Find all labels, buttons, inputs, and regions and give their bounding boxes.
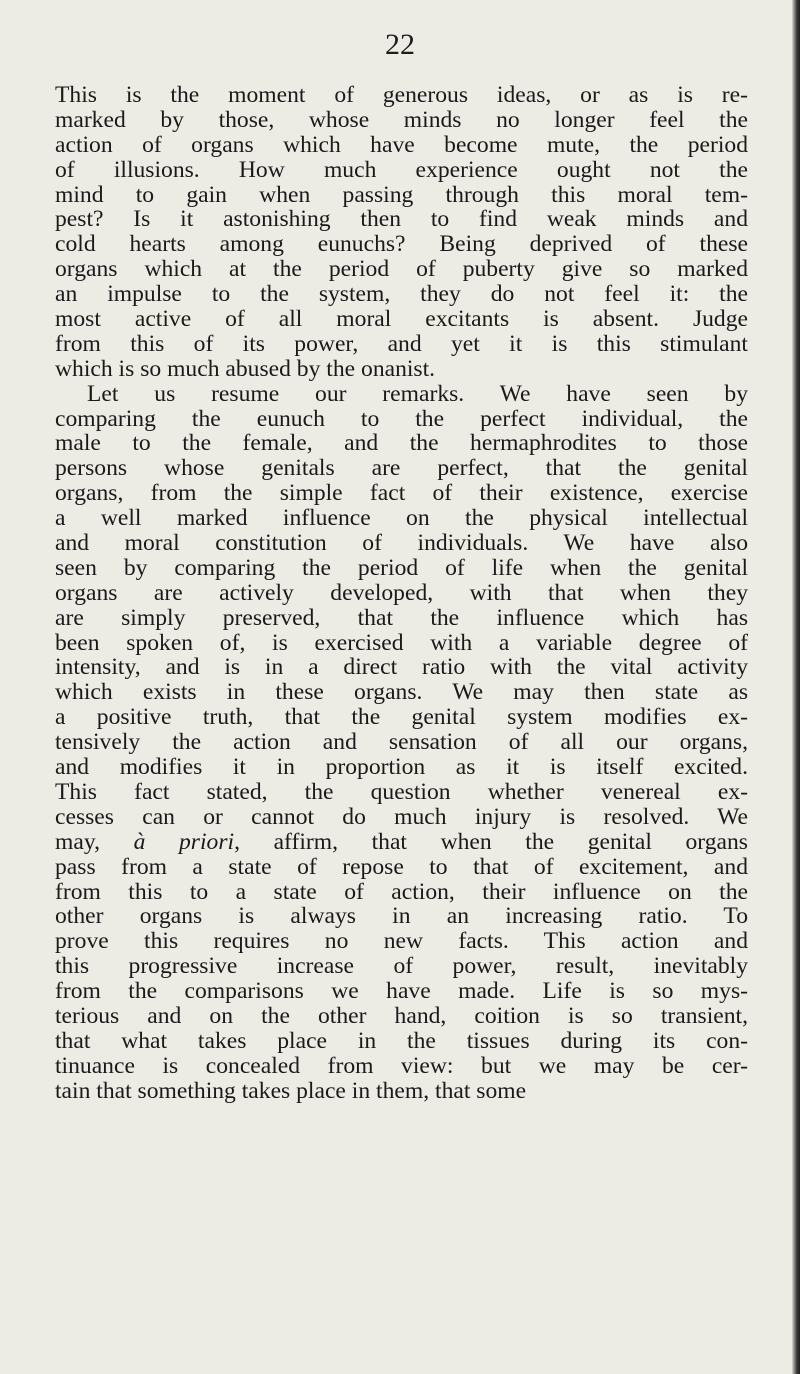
latin-phrase: à priori — [133, 829, 235, 855]
text-line: persons whose genitals are perfect, that the genital — [55, 456, 748, 482]
text-line: tinuance is concealed from view: but we may be cer- — [55, 1053, 748, 1079]
text-line: may, à priori, affirm, that when the genital organs — [55, 829, 748, 855]
page-edge-shadow — [792, 0, 800, 1374]
text-line: and moral constitution of individuals. We have also — [55, 531, 748, 556]
text-line: seen by comparing the period of life when the genital — [55, 555, 748, 581]
text-line: which exists in these organs. We may then state as — [55, 680, 748, 706]
text-line: comparing the eunuch to the perfect individual, the — [55, 406, 748, 432]
text-line: organs are actively developed, with that when they — [55, 580, 748, 606]
text-line: a positive truth, that the genital system modifies ex- — [55, 705, 748, 731]
text-line: This fact stated, the question whether venereal ex- — [55, 779, 748, 805]
text-line: terious and on the other hand, coition is so transient, — [55, 1003, 748, 1029]
text-line: mind to gain when passing through this moral tem- — [55, 182, 748, 208]
text-line: from the comparisons we have made. Life is so mys- — [55, 979, 748, 1004]
text-line: marked by those, whose minds no longer feel the — [55, 107, 748, 133]
text-line: this progressive increase of power, result, inevitably — [55, 954, 748, 980]
body-text — [55, 83, 748, 1104]
text-line: other organs is always in an increasing ratio. To — [55, 904, 748, 930]
text-line: intensity, and is in a direct ratio with the vital activity — [55, 655, 748, 681]
text-line: prove this requires no new facts. This action and — [55, 929, 748, 955]
text-line: organs which at the period of puberty give so marked — [55, 257, 748, 283]
text-line: are simply preserved, that the influence which has — [55, 605, 748, 631]
text-line: action of organs which have become mute, the period — [55, 132, 748, 158]
text-line: pass from a state of repose to that of excitement, and — [55, 854, 748, 880]
text-line: of illusions. How much experience ought not the — [55, 157, 748, 183]
text-line: from this of its power, and yet it is this stimulant — [55, 331, 748, 357]
text-line: tensively the action and sensation of all our organs, — [55, 730, 748, 756]
text-line: an impulse to the system, they do not feel it: the — [55, 282, 748, 308]
text-line: a well marked influence on the physical intellectual — [55, 506, 748, 532]
text-line: from this to a state of action, their influence on the — [55, 879, 748, 905]
text-line: male to the female, and the hermaphrodites to those — [55, 431, 748, 457]
text-line: which is so much abused by the onanist. — [55, 356, 436, 382]
page-number: 22 — [385, 28, 415, 61]
text-line: cesses can or cannot do much injury is resolved. We — [55, 804, 748, 830]
text-line: tain that something takes place in them, that some — [55, 1078, 527, 1104]
text-line: organs, from the simple fact of their existence, exercise — [55, 481, 748, 507]
text-line: been spoken of, is exercised with a variable degree of — [55, 630, 748, 656]
text-line: and modifies it in proportion as it is itself excited. — [55, 755, 748, 780]
text-line: most active of all moral excitants is absent. Judge — [55, 307, 748, 332]
text-line: Let us resume our remarks. We have seen by — [87, 381, 748, 407]
text-line: that what takes place in the tissues during its con- — [55, 1028, 748, 1054]
text-line: cold hearts among eunuchs? Being deprived of these — [55, 232, 748, 258]
text-line: pest? Is it astonishing then to find weak minds and — [55, 207, 748, 233]
text-line: This is the moment of generous ideas, or as is re- — [55, 83, 748, 108]
